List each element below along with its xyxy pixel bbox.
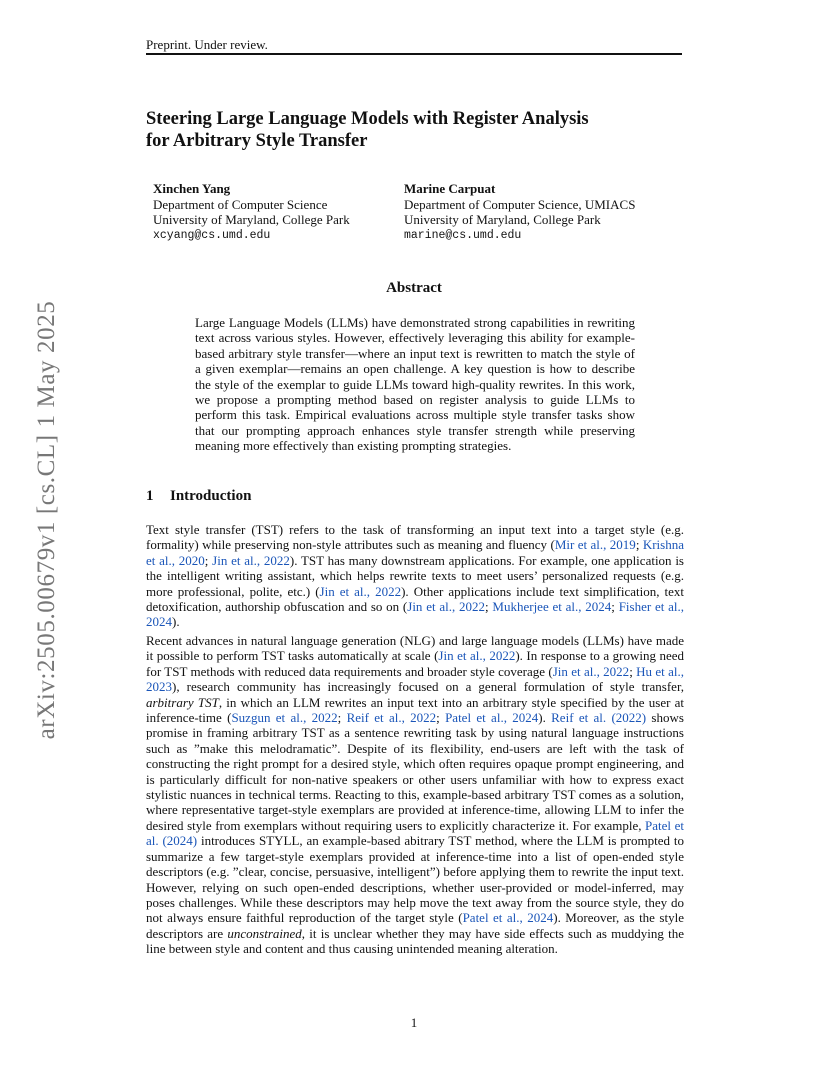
paragraph-text: ). Moreover, as the style descriptors are [146,910,684,941]
author-affiliation: Department of Computer Science [153,196,328,212]
abstract-heading: Abstract [386,280,442,296]
citation-link[interactable]: Jin et al., 2022 [552,663,630,679]
citation-link[interactable]: Mukherjee et al., 2024 [492,599,612,615]
abstract-body: Large Language Models (LLMs) have demonstrated strong capabilities in rewriting text across various styles. However, effectively leveraging this ability for example-based arbitrary style transfer—where an input text is rewritten to match the style of a given exemplar—remains an open challenge. A key question is how to describe the style of the exemplar to guide LLMs toward high-quality rewrites. In this work, we propose a prompting method based on register analysis to guide LLMs to perform this task. Empirical evaluations across multiple style transfer tasks show that our prompting approach enhances style transfer strength while preserving meaning more effectively than existing prompting strategies. [195,315,635,454]
title-line-1: Steering Large Language Models with Register Analysis [146,109,589,129]
citation-separator: ; [337,710,347,726]
paragraph-text: ). Other applications include text simplification, text detoxification, authorship obfuscation and so on ( [146,583,684,615]
citation-link[interactable]: Suzgun et al., 2022 [231,710,338,726]
paper-title [146,109,686,152]
paragraph-text: Recent advances in natural language generation (NLG) and large language models (LLMs) have made it possible to perform TST tasks automatically at scale ( [146,633,684,664]
section-heading [146,488,251,505]
author-institution: University of Maryland, College Park [153,212,350,227]
citation-link[interactable]: Jin et al., 2022 [438,648,516,664]
citation-separator: ; [635,537,643,553]
citation-link[interactable]: Patel et al., 2024 [445,710,539,726]
intro-paragraph-1 [146,522,684,630]
author-email: xcyang@cs.umd.edu [153,228,271,242]
paragraph-text: , in which an LLM rewrites an input text into an arbitrary style specified by the user at inference-time ( [146,694,684,726]
paragraph-text: ). TST has many downstream applications. For example, one application is the intelligent writing assistant, which helps rewrite texts to meet users’ personalized requests (e.g. more professional, polite, etc.) ( [146,552,684,599]
citation-separator: ; [436,710,446,726]
citation-link[interactable]: Patel et al., 2024 [462,910,554,926]
paragraph-text: ), research community has increasingly focused on a general formulation of style transfer, [172,679,684,695]
emphasis-text: unconstrained [227,925,302,941]
paragraph-text: Text style transfer (TST) refers to the task of transforming an input text into a target style (e.g. formality) while preserving non-style attributes such as meaning and fluency ( [146,522,684,553]
citation-link[interactable]: Reif et al. (2022) [551,710,647,726]
author-block-1 [153,181,350,243]
paragraph-text: , it is unclear whether they may have side effects such as muddying the line between style and content and thus causing unintended meaning alteration. [146,925,684,957]
citation-link[interactable]: Hu et al., 2023 [146,663,685,695]
citation-link[interactable]: Jin et al., 2022 [319,583,402,599]
author-institution: University of Maryland, College Park [404,212,601,227]
citation-separator: ; [629,663,637,679]
citation-link[interactable]: Jin et al., 2022 [212,552,290,568]
section-number: 1 [146,488,154,504]
citation-separator: ; [485,599,493,615]
citation-separator: ; [611,599,619,615]
paragraph-text: ). In response to a growing need for TST methods with reduced data requirements and broader style coverage ( [146,648,684,679]
header-rule [146,53,682,55]
paragraph-text: ). [538,710,552,726]
author-name: Xinchen Yang [153,181,231,196]
author-name: Marine Carpuat [404,181,496,196]
author-affiliation: Department of Computer Science, UMIACS [404,196,636,212]
paragraph-text: shows promise in framing arbitrary TST as a sentence rewriting task by using natural language instructions such as ”make this melodramatic”. Despite of its flexibility, end-users are left with the task of constructing the right prompt for a desired style, which often requires opaque prompt engineering, and is particularly difficult for non-native speakers or other users unfamiliar with how to express exact stylistic nuances in technical terms. Reacting to this, example-based arbitrary TST comes as a solution, where representative target-style exemplars are provided at inference-time, allowing LLM to infer the desired style from exemplars without requiring users to explicitly characterize it. For example, [146,710,684,833]
arxiv-stamp: arXiv:2505.00679v1 [cs.CL] 1 May 2025 [33,300,60,740]
intro-paragraph-2 [146,633,684,957]
citation-link[interactable]: Jin et al., 2022 [407,599,486,615]
citation-link[interactable]: Reif et al., 2022 [346,710,437,726]
paragraph-text: ). [172,614,180,630]
author-block-2 [404,181,635,243]
title-line-2: for Arbitrary Style Transfer [146,130,368,151]
citation-link[interactable]: Fisher et al., 2024 [146,599,684,630]
author-email: marine@cs.umd.edu [404,228,522,242]
citation-link[interactable]: Mir et al., 2019 [554,537,636,553]
citation-separator: ; [204,552,213,568]
citation-link[interactable]: Krishna et al., 2020 [146,537,685,568]
emphasis-text: arbitrary TST [146,694,219,710]
page-number: 1 [410,1015,418,1030]
section-title: Introduction [170,488,252,504]
paragraph-text: introduces STYLL, an example-based abitrary TST method, where the LLM is prompted to summarize a few target-style exemplars provided at inference-time into a list of open-ended style descriptors (e.g. ”clear, concise, persuasive, intelligent”) before applying them to rewrite the input text. However, relying on such open-ended descriptions, whether user-provided or model-inferred, may poses challenges. While these descriptors may help move the text away from the source style, they do not always ensure faithful reproduction of the target style ( [146,833,684,926]
citation-link[interactable]: Patel et al. (2024) [146,817,684,849]
running-header: Preprint. Under review. [146,37,268,52]
